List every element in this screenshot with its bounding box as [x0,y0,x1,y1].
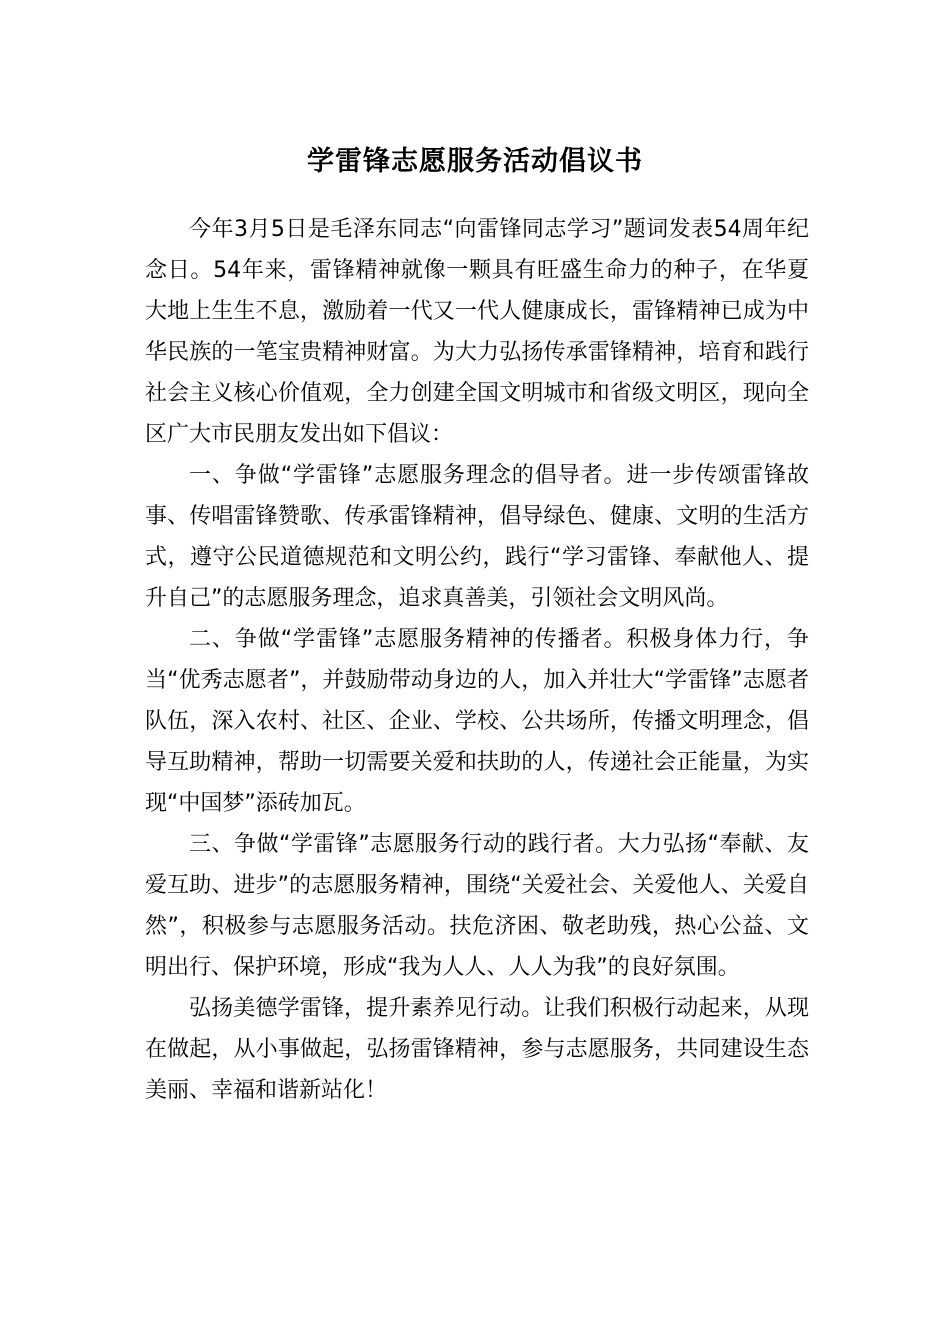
paragraph-proposal-2: 二、争做“学雷锋”志愿服务精神的传播者。积极身体力行，争当“优秀志愿者”，并鼓励带动身边的人，加入并壮大“学雷锋”志愿者队伍，深入农村、社区、企业、学校、公共场所，传播文明理念，倡导互助精神，帮助一切需要关爱和扶助的人，传递社会正能量，为实现“中国梦”添砖加瓦。 [145,627,809,816]
paragraph-proposal-3: 三、争做“学雷锋”志愿服务行动的践行者。大力弘扬“奉献、友爱互助、进步”的志愿服务精神，围绕“关爱社会、关爱他人、关爱自然”，积极参与志愿服务活动。扶危济困、敬老助残，热心公益、文明出行、保护环境，形成“我为人人、人人为我”的良好氛围。 [145,832,809,980]
paragraph-closing: 弘扬美德学雷锋，提升素养见行动。让我们积极行动起来，从现在做起，从小事做起，弘扬雷锋精神，参与志愿服务，共同建设生态美丽、幸福和谐新站化！ [145,996,809,1103]
paragraph-intro: 今年3月5日是毛泽东同志“向雷锋同志学习”题词发表54周年纪念日。54年来，雷锋精神就像一颗具有旺盛生命力的种子，在华夏大地上生生不息，激励着一代又一代人健康成长，雷锋精神已成为中华民族的一笔宝贵精神财富。为大力弘扬传承雷锋精神，培育和践行社会主义核心价值观，全力创建全国文明城市和省级文明区，现向全区广大市民朋友发出如下倡议： [145,217,809,447]
document-body [145,209,809,1111]
document-title: 学雷锋志愿服务活动倡议书 [307,146,643,177]
paragraph-proposal-1: 一、争做“学雷锋”志愿服务理念的倡导者。进一步传颂雷锋故事、传唱雷锋赞歌、传承雷锋精神，倡导绿色、健康、文明的生活方式，遵守公民道德规范和文明公约，践行“学习雷锋、奉献他人、提升自己”的志愿服务理念，追求真善美，引领社会文明风尚。 [145,463,809,611]
